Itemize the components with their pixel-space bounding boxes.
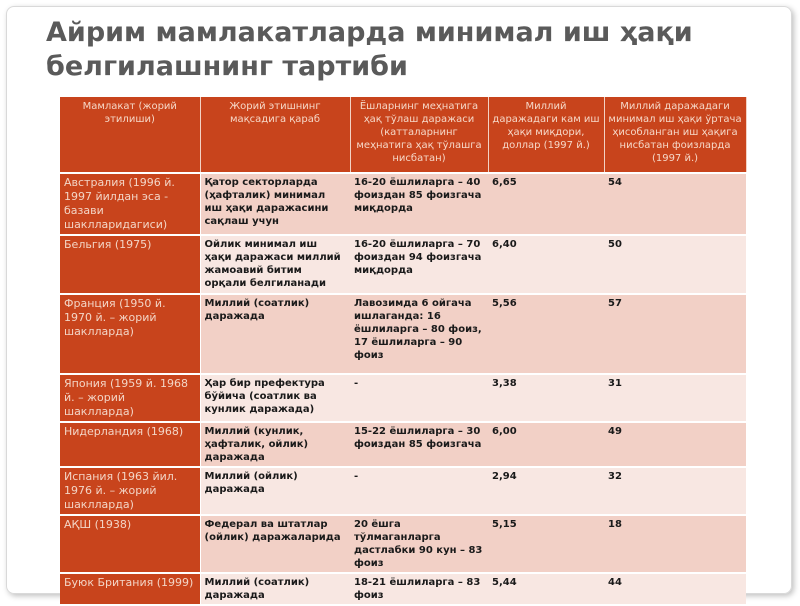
minimum-wage-table <box>60 97 747 606</box>
cell-amount: 5,15 <box>488 515 604 573</box>
cell-country: АҚШ (1938) <box>60 515 200 573</box>
header-min-wage-amount: Миллий даражадаги кам иш ҳақи миқдори, доллар (1997 й.) <box>488 97 604 173</box>
table-row <box>60 515 746 573</box>
cell-country: Бельгия (1975) <box>60 235 200 294</box>
cell-youth-pay: 20 ёшга тўлмаганларга дастлабки 90 кун – 83 фоиз <box>350 515 488 573</box>
cell-amount: 5,44 <box>488 573 604 605</box>
cell-method: Миллий (соатлик) даражада <box>200 573 350 605</box>
cell-amount: 3,38 <box>488 374 604 422</box>
cell-method: Миллий (соатлик) даражада <box>200 294 350 374</box>
cell-method: Қатор секторларда (ҳафталик) минимал иш ҳақи даражасини сақлаш учун <box>200 173 350 235</box>
cell-percent: 50 <box>604 235 746 294</box>
table-row <box>60 467 746 515</box>
header-youth-pay: Ёшларнинг меҳнатига ҳақ тўлаш даражаси (катталарнинг меҳнатига ҳақ тўлашга нисбатан) <box>350 97 488 173</box>
cell-amount: 6,40 <box>488 235 604 294</box>
table-row <box>60 573 746 605</box>
cell-percent: 32 <box>604 467 746 515</box>
cell-youth-pay: - <box>350 374 488 422</box>
cell-method: Ҳар бир префектура бўйича (соатлик ва кунлик даражада) <box>200 374 350 422</box>
header-method: Жорий этишнинг мақсадига қараб <box>200 97 350 173</box>
cell-percent: 44 <box>604 573 746 605</box>
table-row <box>60 374 746 422</box>
table-header-row <box>60 97 746 173</box>
cell-country: Франция (1950 й. 1970 й. – жорий шаклларда) <box>60 294 200 374</box>
page-title: Айрим мамлакатларда минимал иш ҳақи белгилашнинг тартиби <box>46 17 693 82</box>
cell-youth-pay: - <box>350 467 488 515</box>
header-min-wage-percent: Миллий даражадаги минимал иш ҳақи ўртача ҳисобланган иш ҳақига нисбатан фоизларда (1997 й.) <box>604 97 746 173</box>
table-row <box>60 173 746 235</box>
cell-amount: 2,94 <box>488 467 604 515</box>
table-row <box>60 294 746 374</box>
cell-country: Буюк Британия (1999) <box>60 573 200 605</box>
cell-percent: 18 <box>604 515 746 573</box>
cell-youth-pay: Лавозимда 6 ойгача ишлаганда: 16 ёшлиларга – 80 фоиз, 17 ёшлиларга – 90 фоиз <box>350 294 488 374</box>
cell-country: Испания (1963 йил. 1976 й. – жорий шаклларда) <box>60 467 200 515</box>
cell-youth-pay: 16-20 ёшлиларга – 40 фоиздан 85 фоизгача миқдорда <box>350 173 488 235</box>
table-row <box>60 235 746 294</box>
cell-percent: 57 <box>604 294 746 374</box>
cell-youth-pay: 15-22 ёшлиларга – 30 фоиздан 85 фоизгача <box>350 422 488 467</box>
cell-percent: 54 <box>604 173 746 235</box>
table-row <box>60 422 746 467</box>
cell-country: Япония (1959 й. 1968 й. – жорий шаклларда) <box>60 374 200 422</box>
cell-percent: 49 <box>604 422 746 467</box>
cell-amount: 5,56 <box>488 294 604 374</box>
cell-amount: 6,65 <box>488 173 604 235</box>
cell-method: Миллий (ойлик) даражада <box>200 467 350 515</box>
cell-country: Нидерландия (1968) <box>60 422 200 467</box>
cell-method: Миллий (кунлик, ҳафталик, ойлик) даражада <box>200 422 350 467</box>
header-country: Мамлакат (жорий этилиши) <box>60 97 200 173</box>
cell-method: Ойлик минимал иш ҳақи даражаси миллий жамоавий битим орқали белгиланади <box>200 235 350 294</box>
cell-youth-pay: 18-21 ёшлиларга – 83 фоиз <box>350 573 488 605</box>
cell-amount: 6,00 <box>488 422 604 467</box>
cell-country: Австралия (1996 й. 1997 йилдан эса - базави шаклларидагиси) <box>60 173 200 235</box>
cell-youth-pay: 16-20 ёшлиларга – 70 фоиздан 94 фоизгача миқдорда <box>350 235 488 294</box>
cell-percent: 31 <box>604 374 746 422</box>
cell-method: Федерал ва штатлар (ойлик) даражаларида <box>200 515 350 573</box>
